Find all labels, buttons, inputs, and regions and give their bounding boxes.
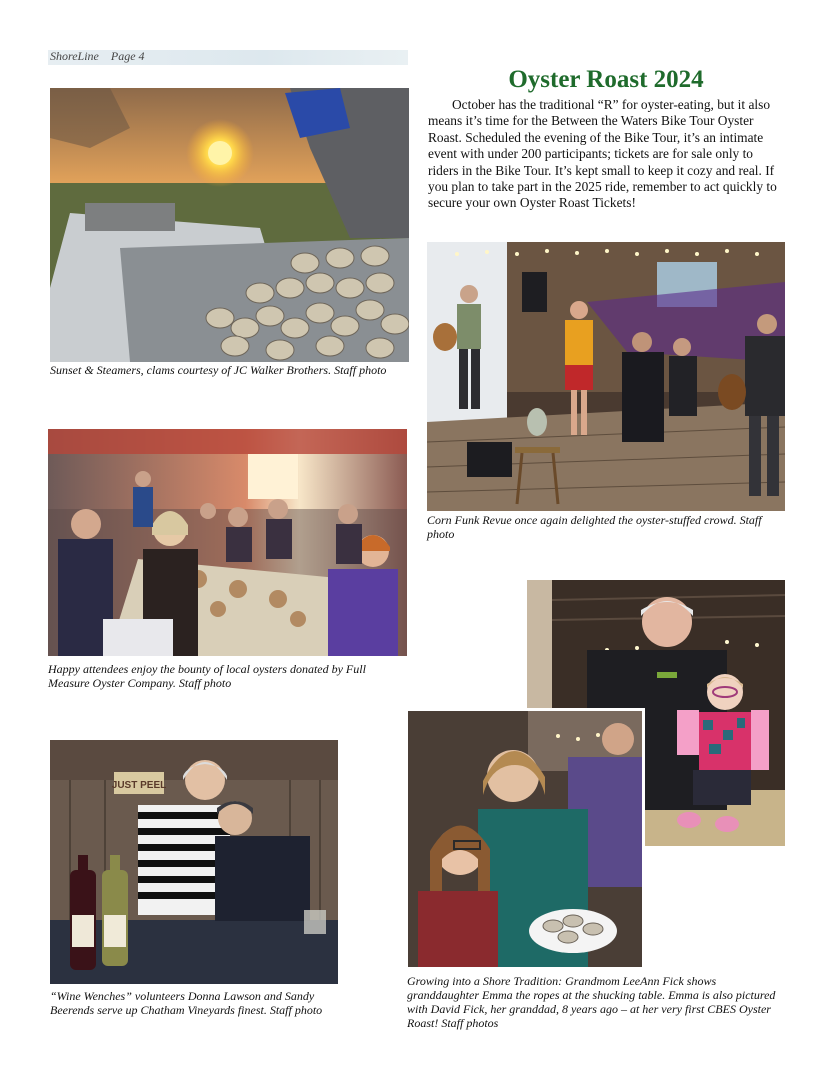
grandmom-emma-photo <box>405 708 645 970</box>
page-header: ShoreLine Page 4 <box>50 49 145 63</box>
article-title: Oyster Roast 2024 <box>508 66 704 93</box>
band-caption: Corn Funk Revue once again delighted the oyster-stuffed crowd. Staff photo <box>427 513 762 541</box>
article-intro: October has the traditional “R” for oyster-eating, but it also means it’s time for the Between the Waters Bike Tour Oyster Roast. Scheduled the evening of the Bike Tour, it’s an intimate event with under 200 participants; tickets are for sale only to riders in the Bike Tour. It’s kept small to keep it cozy and real. If you plan to take part in the 2025 ride, remember to act quickly to secure your own Oyster Roast Tickets! <box>428 97 777 211</box>
attendees-caption: Happy attendees enjoy the bounty of local oysters donated by Full Measure Oyster Company. Staff photo <box>48 662 366 690</box>
wine-wenches-photo <box>50 740 338 984</box>
tradition-caption: Growing into a Shore Tradition: Grandmom LeeAnn Fick shows granddaughter Emma the ropes at the shucking table. Emma is also pictured with David Fick, her granddad, 8 years ago – at her very first CBES Oyster Roast! Staff photos <box>407 974 776 1030</box>
band-photo <box>427 242 785 511</box>
sunset-steamers-caption: Sunset & Steamers, clams courtesy of JC Walker Brothers. Staff photo <box>50 363 387 377</box>
wine-wenches-caption: “Wine Wenches” volunteers Donna Lawson and Sandy Beerends serve up Chatham Vineyards finest. Staff photo <box>50 989 323 1017</box>
sunset-steamers-photo <box>50 88 409 362</box>
just-peel-sign: JUST PEEL <box>111 780 167 791</box>
attendees-photo <box>48 429 407 656</box>
